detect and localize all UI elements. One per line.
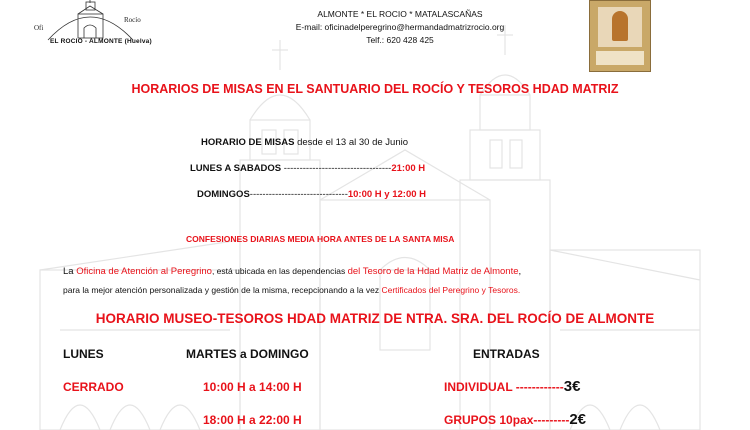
- header-phone: Telf.: 620 428 425: [366, 35, 434, 45]
- tickets-header: ENTRADAS: [473, 347, 540, 361]
- header-address: ALMONTE * EL ROCIO * MATALASCAÑAS: [317, 9, 483, 19]
- tuesday-sunday-header: MARTES a DOMINGO: [186, 347, 309, 361]
- logo-caption: EL ROCIO - ALMONTE (Huelva): [50, 38, 152, 45]
- sunday-mass-row: DOMINGOS-------------------------------10:00 H y 12:00 H: [197, 189, 427, 200]
- monday-status: CERRADO: [63, 380, 124, 394]
- individual-price: INDIVIDUAL ------------3€: [444, 378, 581, 395]
- svg-text:Ofi: Ofi: [34, 24, 44, 32]
- svg-text:Rocío: Rocío: [124, 16, 141, 24]
- virgin-poster-thumbnail: [589, 0, 651, 72]
- morning-slot: 10:00 H a 14:00 H: [203, 380, 302, 394]
- page-title: HORARIOS DE MISAS EN EL SANTUARIO DEL ROCÍO Y TESOROS HDAD MATRIZ: [131, 82, 619, 96]
- monday-header: LUNES: [63, 347, 104, 361]
- header-email: E-mail: oficinadelperegrino@hermandadmatrizrocio.org: [295, 22, 505, 32]
- group-price: GRUPOS 10pax---------2€: [444, 411, 587, 428]
- masses-heading: HORARIO DE MISAS desde el 13 al 30 de Junio: [201, 137, 408, 148]
- evening-slot: 18:00 H a 22:00 H: [203, 413, 302, 427]
- confessions-note: CONFESIONES DIARIAS MEDIA HORA ANTES DE LA SANTA MISA: [186, 234, 455, 244]
- office-paragraph-line1: La Oficina de Atención al Peregrino, está ubicada en las dependencias del Tesoro de la Hdad Matriz de Almonte,: [63, 266, 522, 277]
- weekday-mass-row: LUNES A SABADOS ----------------------------------21:00 H: [190, 163, 426, 174]
- office-paragraph-line2: para la mejor atención personalizada y gestión de la misma, recepcionando a la vez Certificados del Peregrino y Tesoros.: [63, 285, 521, 295]
- museum-title: HORARIO MUSEO-TESOROS HDAD MATRIZ DE NTRA. SRA. DEL ROCÍO DE ALMONTE: [95, 311, 655, 326]
